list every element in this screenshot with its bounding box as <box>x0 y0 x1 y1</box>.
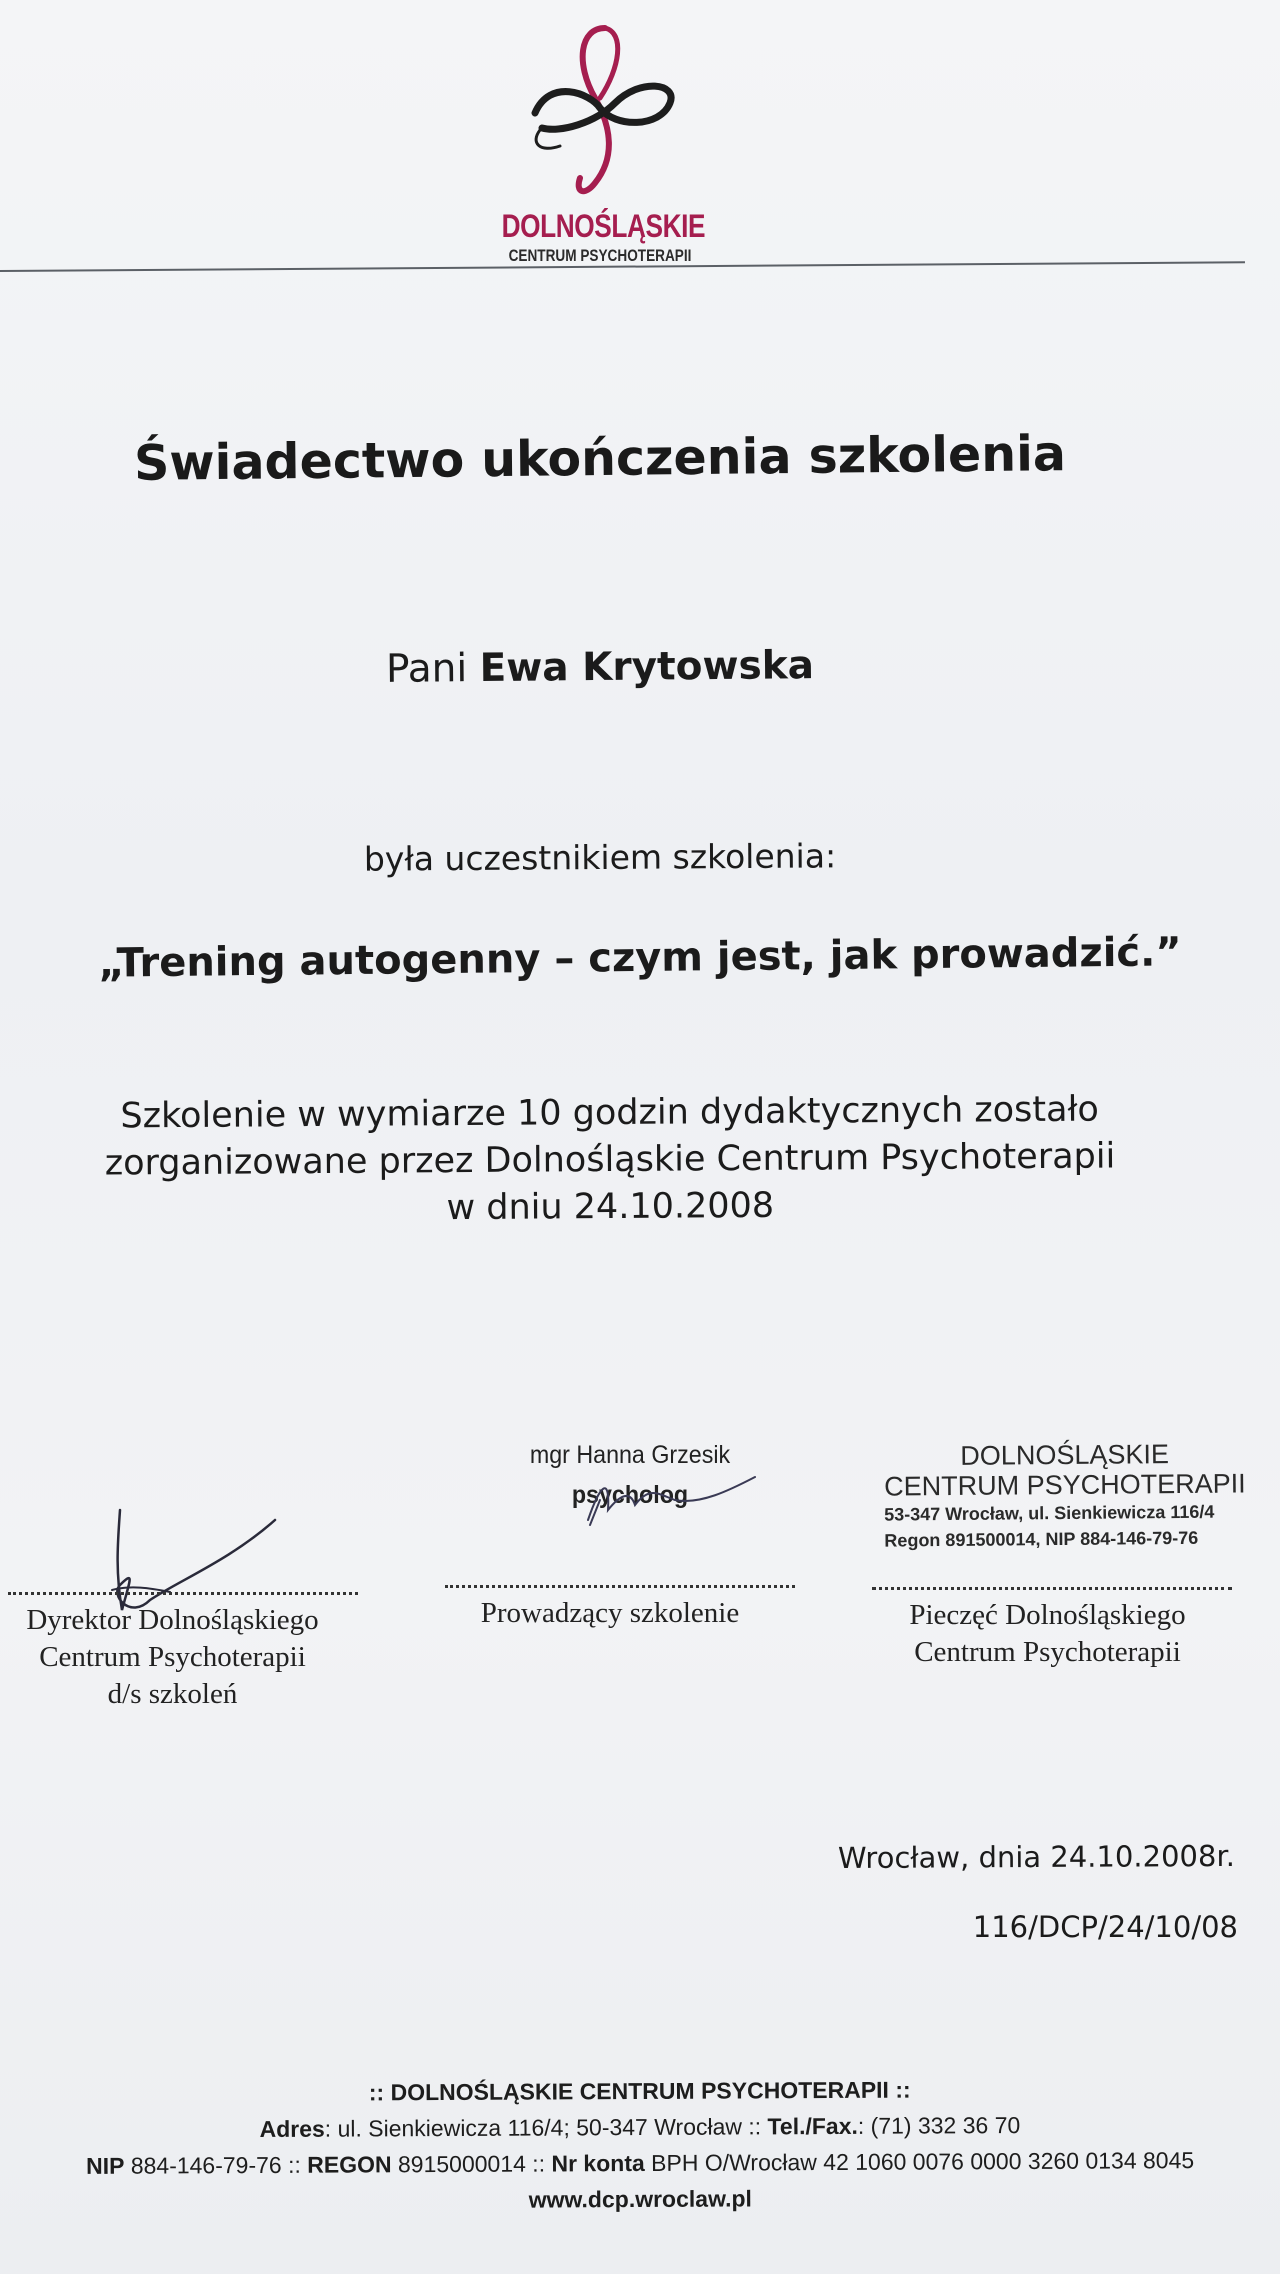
account-label: Nr konta <box>551 2149 645 2177</box>
presenter-name: mgr Hanna Grzesik <box>529 1441 731 1469</box>
footer-ids-line <box>0 2142 1280 2185</box>
intro-text: była uczestnikiem szkolenia: <box>363 836 837 879</box>
director-label-line: d/s szkoleń <box>107 1678 238 1710</box>
course-description <box>20 1086 1201 1235</box>
reference-number: 116/DCP/24/10/08 <box>972 1910 1238 1944</box>
nip-label: NIP <box>85 2152 125 2179</box>
address-value: : ul. Sienkiewicza 116/4; 50-347 Wrocław :: <box>324 2113 768 2142</box>
footer <box>0 2070 1280 2221</box>
stamp-label-line: Centrum Psychoterapii <box>914 1636 1181 1668</box>
director-signature-line <box>8 1592 358 1595</box>
footer-org: :: DOLNOŚLĄSKIE CENTRUM PSYCHOTERAPII :: <box>368 2076 911 2106</box>
account-value: BPH O/Wrocław 42 1060 0076 0000 3260 0134 8045 <box>644 2147 1195 2176</box>
nip-value: 884-146-79-76 :: <box>124 2151 308 2179</box>
institution-stamp <box>870 1438 1261 1553</box>
recipient-name: Ewa Krytowska <box>479 643 815 692</box>
salutation: Pani <box>385 646 468 692</box>
organization-logo <box>480 18 720 265</box>
presenter-signature-line <box>445 1585 795 1588</box>
director-label <box>0 1602 345 1713</box>
course-title: „Trening autogenny – czym jest, jak prowadzić.” <box>98 929 1182 987</box>
address-label: Adres <box>259 2115 325 2142</box>
footer-website: www.dcp.wroclaw.pl <box>528 2185 752 2213</box>
stamp-line: 53-347 Wrocław, ul. Sienkiewicza 116/4 <box>884 1501 1215 1525</box>
description-line: Szkolenie w wymiarze 10 godzin dydaktycznych zostało <box>120 1089 1100 1137</box>
logo-brand-line2: CENTRUM PSYCHOTERAPII <box>508 246 692 265</box>
description-line: w dniu 24.10.2008 <box>446 1185 775 1229</box>
director-label-line: Centrum Psychoterapii <box>39 1641 306 1673</box>
presenter-role: psycholog <box>571 1481 689 1509</box>
regon-value: 8915000014 :: <box>391 2150 552 2178</box>
stamp-label <box>870 1597 1225 1671</box>
stamp-line: Regon 891500014, NIP 884-146-79-76 <box>884 1527 1199 1551</box>
description-line: zorganizowane przez Dolnośląskie Centrum Psychoterapii <box>104 1136 1116 1184</box>
regon-label: REGON <box>307 2151 392 2178</box>
certificate-title: Świadectwo ukończenia szkolenia <box>133 425 1067 492</box>
presenter-signature-icon <box>580 1465 760 1535</box>
logo-mark-icon <box>520 18 680 203</box>
presenter-label: Prowadzący szkolenie <box>480 1597 740 1629</box>
stamp-signature-line <box>872 1587 1232 1590</box>
director-label-line: Dyrektor Dolnośląskiego <box>26 1604 319 1636</box>
tel-value: : (71) 332 36 70 <box>857 2112 1021 2139</box>
stamp-label-line: Pieczęć Dolnośląskiego <box>909 1599 1186 1631</box>
stamp-line: CENTRUM PSYCHOTERAPII <box>883 1468 1246 1502</box>
issue-place-date: Wrocław, dnia 24.10.2008r. <box>838 1838 1236 1876</box>
tel-label: Tel./Fax. <box>767 2112 858 2140</box>
recipient-line <box>0 640 1200 695</box>
stamp-line: DOLNOŚLĄSKIE <box>960 1439 1170 1471</box>
logo-brand-line1: DOLNOŚLĄSKIE <box>501 208 706 244</box>
